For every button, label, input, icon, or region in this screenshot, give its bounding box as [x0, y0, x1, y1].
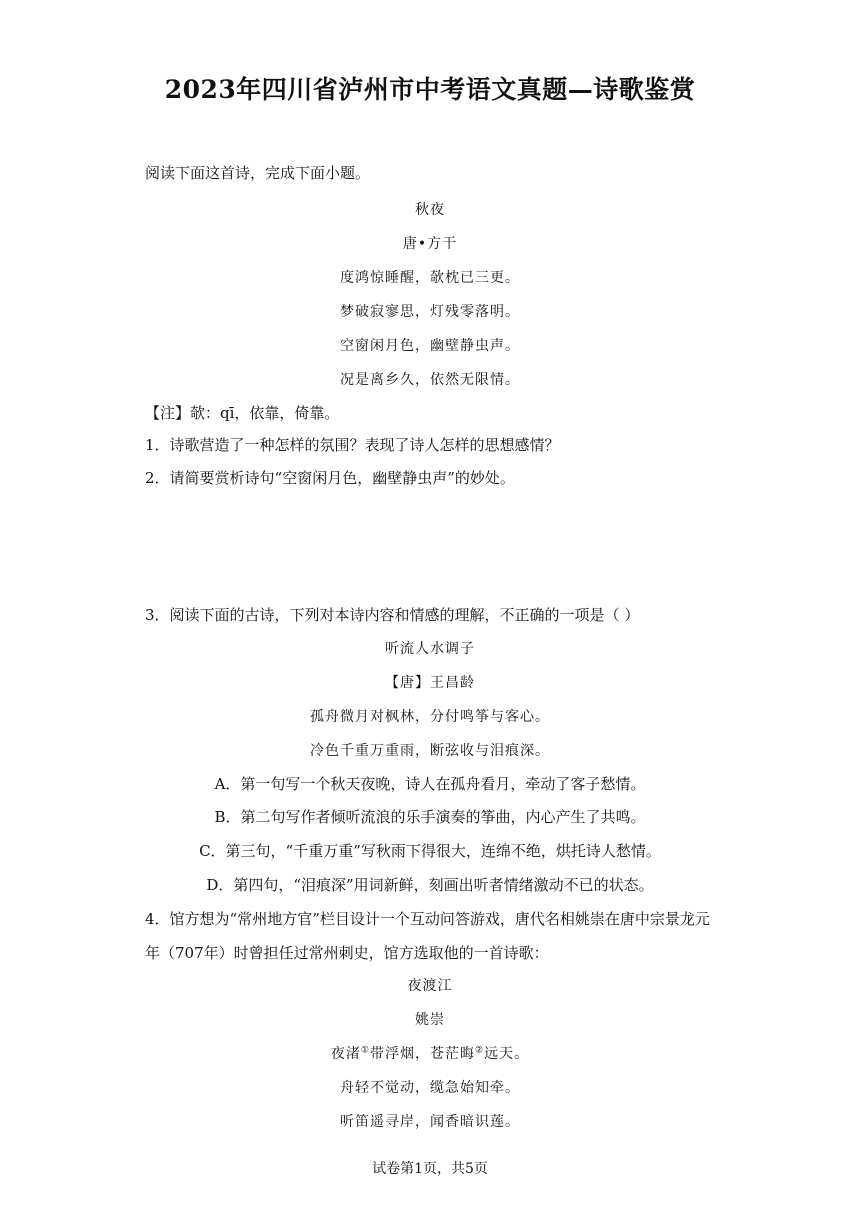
poem3-line: 夜渚①带浮烟，苍茫晦②远天。 [330, 1045, 530, 1062]
poem1-line: 空窗闲月色，幽壁静虫声。 [340, 338, 520, 354]
question-4-line1: 4．馆方想为“常州地方官”栏目设计一个互动问答游戏，唐代名相姚崇在唐中宗景龙元 [145, 910, 710, 928]
poem1-line: 梦破寂寥思，灯残零落明。 [340, 304, 520, 320]
option-c: C．第三句，“千重万重”写秋雨下得很大，连绵不绝，烘托诗人愁情。 [199, 842, 661, 860]
question-1: 1．诗歌营造了一种怎样的氛围？表现了诗人怎样的思想感情？ [145, 436, 560, 454]
poem3-author: 姚崇 [415, 1012, 445, 1028]
reading-instruction: 阅读下面这首诗，完成下面小题。 [145, 164, 371, 182]
annotation-note: 【注】欹：qī，依靠，倚靠。 [145, 404, 340, 422]
option-d: D．第四句，“泪痕深”用词新鲜，刻画出听者情绪激动不已的状态。 [206, 876, 654, 894]
poem2-line: 孤舟微月对枫林，分付鸣筝与客心。 [310, 709, 550, 725]
poem1-line: 况是离乡久，依然无限情。 [340, 372, 520, 388]
footnote-marker: ① [360, 1045, 370, 1056]
poem1-title: 秋夜 [415, 202, 445, 218]
question-3: 3．阅读下面的古诗，下列对本诗内容和情感的理解，不正确的一项是（ ） [145, 606, 640, 624]
poem3-line: 听笛遥寻岸，闻香暗识莲。 [340, 1114, 520, 1130]
page-footer: 试卷第1页，共5页 [372, 1161, 488, 1177]
poem2-author: 【唐】王昌龄 [385, 675, 475, 691]
poem3-title: 夜渡江 [407, 978, 453, 994]
question-2: 2．请简要赏析诗句“空窗闲月色，幽壁静虫声”的妙处。 [145, 469, 515, 487]
poem2-title: 听流人水调子 [385, 641, 475, 657]
option-a: A．第一句写一个秋天夜晚，诗人在孤舟看月，牵动了客子愁情。 [214, 775, 646, 793]
question-4-line2: 年（707年）时曾担任过常州刺史，馆方选取他的一首诗歌： [145, 944, 549, 962]
poem3-line: 舟轻不觉动，缆急始知牵。 [340, 1080, 520, 1096]
poem2-line: 冷色千重万重雨，断弦收与泪痕深。 [310, 743, 550, 759]
poem1-line: 度鸿惊睡醒，欹枕已三更。 [340, 270, 520, 286]
page-title: 2023年四川省泸州市中考语文真题—诗歌鉴赏 [164, 75, 696, 104]
option-b: B．第二句写作者倾听流浪的乐手演奏的筝曲，内心产生了共鸣。 [214, 808, 646, 826]
footnote-marker: ② [475, 1045, 485, 1056]
poem1-author: 唐•方干 [402, 236, 458, 252]
